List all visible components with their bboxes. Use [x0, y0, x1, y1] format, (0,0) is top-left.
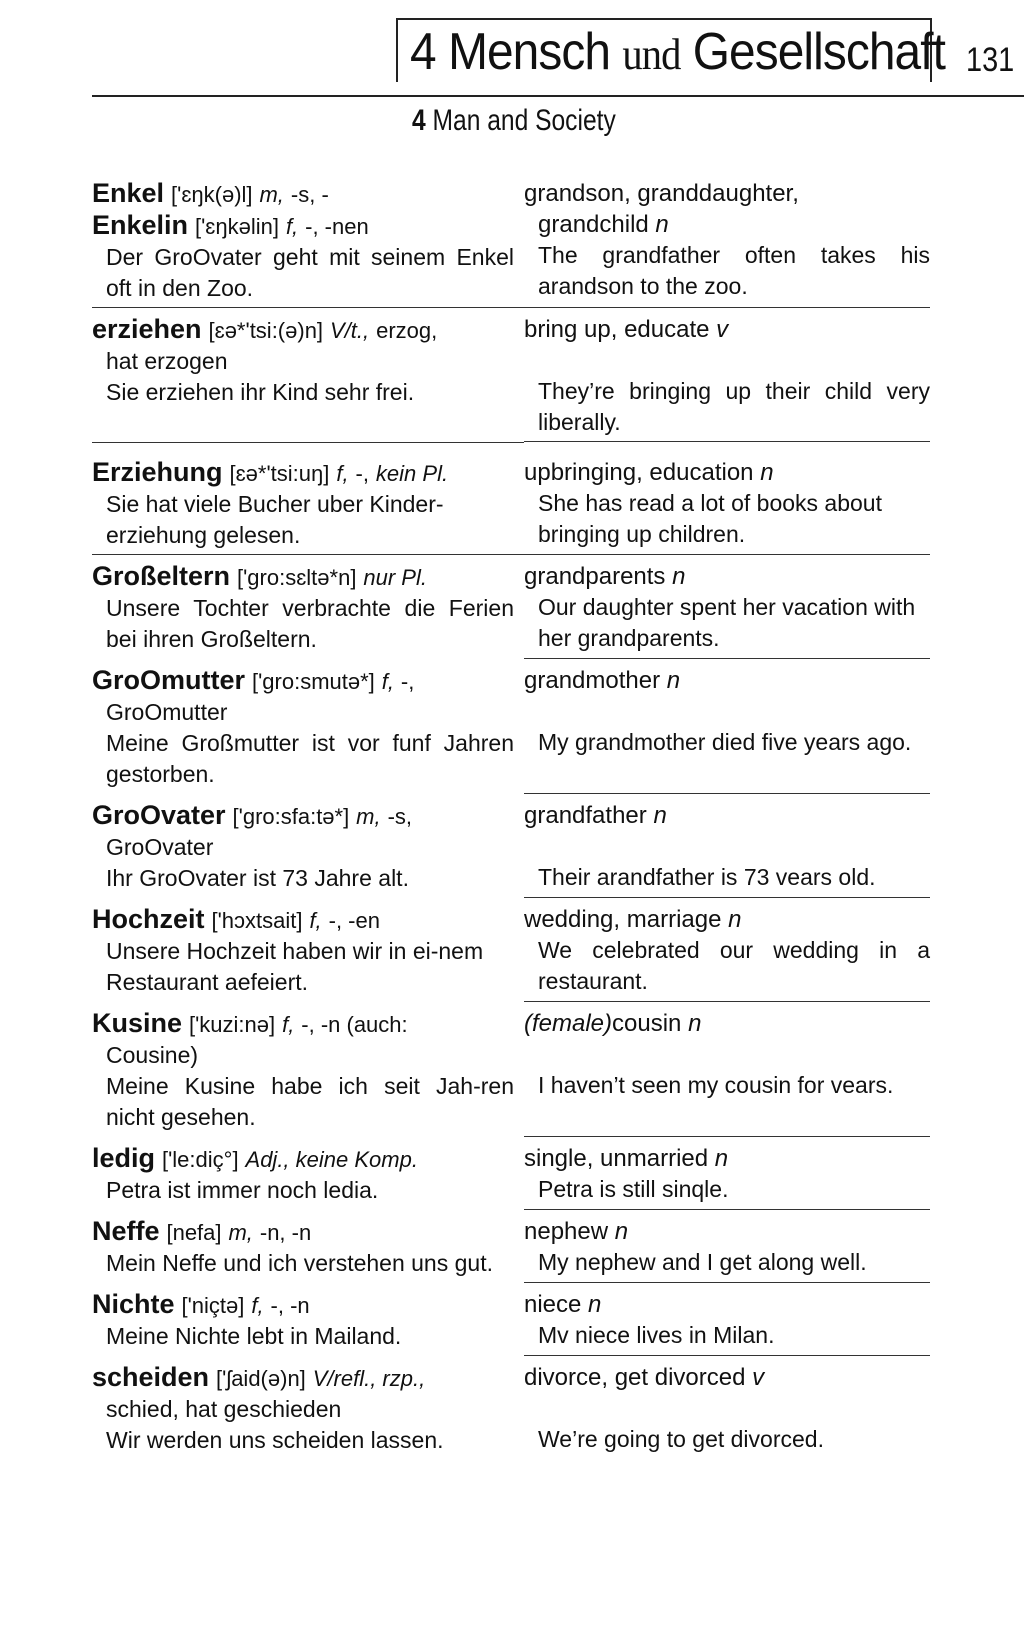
headword: Nichte	[92, 1289, 175, 1319]
headword: ledig	[92, 1143, 156, 1173]
english-example: We’re going to get divorced.	[538, 1426, 824, 1452]
part-of-speech: n	[614, 1218, 629, 1245]
translation: grandson, granddaughter,	[524, 180, 799, 207]
header-rule	[92, 95, 1024, 97]
part-of-speech: n	[688, 1010, 702, 1037]
english-column	[524, 178, 930, 304]
subtitle-text: Man and Society	[432, 104, 616, 137]
pronunciation: ['hɔxtsait]	[211, 908, 303, 933]
pronunciation: ['le:diç°]	[161, 1147, 239, 1172]
entry-kusine	[92, 1002, 930, 1137]
subtitle-number: 4	[412, 104, 426, 137]
chapter-number: 4	[410, 23, 436, 81]
english-example: My grandmother died five years ago.	[538, 729, 912, 755]
word-forms: -n, -n	[259, 1220, 312, 1245]
headword: Kusine	[92, 1008, 183, 1038]
entry-enkel	[92, 172, 930, 308]
german-example: Unsere Tochter verbrachte die Ferien bei ihren Großeltern.	[106, 595, 514, 652]
entry-erziehen	[92, 308, 930, 442]
entry-grosseltern	[92, 555, 930, 659]
chapter-subtitle	[412, 104, 616, 138]
headword: Großeltern	[92, 561, 231, 591]
pronunciation: ['gro:sfa:tə*]	[232, 804, 350, 829]
headword: Enkel	[92, 178, 165, 208]
translation: wedding, marriage	[524, 906, 722, 933]
part-of-speech: n	[672, 563, 686, 590]
vocabulary-list	[92, 172, 930, 1460]
english-example: We celebrated our wedding in a restaurant.	[538, 937, 930, 994]
pronunciation: [ɛə*'tsi:uŋ]	[229, 461, 330, 486]
english-example: Petra is still sinqle.	[538, 1176, 729, 1202]
entry-divider	[524, 441, 930, 443]
pronunciation: ['niçtə]	[181, 1293, 245, 1318]
german-example: Meine Kusine habe ich seit Jah-ren nicht gesehen.	[106, 1073, 514, 1130]
grammar-info: kein Pl.	[375, 461, 449, 486]
grammar-info: f,	[309, 908, 322, 933]
headword: Erziehung	[92, 457, 223, 487]
page-number: 131	[966, 41, 1015, 79]
english-example: She has read a lot of books about bringing up children.	[538, 490, 882, 547]
german-example: Sie erziehen ihr Kind sehr frei.	[106, 379, 415, 405]
part-of-speech: n	[760, 459, 774, 486]
translation-qualifier: (female)	[524, 1010, 613, 1037]
chapter-word-1: Mensch	[448, 23, 611, 81]
pronunciation: ['gro:smutə*]	[251, 669, 375, 694]
translation: niece	[524, 1291, 582, 1318]
german-example: Meine Nichte lebt in Mailand.	[106, 1323, 402, 1349]
grammar-info: f,	[251, 1293, 264, 1318]
entry-ledig	[92, 1137, 930, 1210]
part-of-speech: n	[653, 802, 667, 829]
translation: divorce, get divorced	[524, 1364, 746, 1391]
part-of-speech: n	[588, 1291, 602, 1318]
headword: Neffe	[92, 1216, 160, 1246]
entry-grossvater	[92, 794, 930, 898]
part-of-speech: v	[752, 1364, 765, 1391]
chapter-word-2: und	[622, 30, 681, 79]
german-example: Petra ist immer noch ledia.	[106, 1177, 379, 1203]
translation: nephew	[524, 1218, 609, 1245]
german-example: Ihr GroOvater ist 73 Jahre alt.	[106, 865, 409, 891]
translation: single, unmarried	[524, 1145, 709, 1172]
word-forms: -,	[400, 669, 415, 694]
translation: grandfather	[524, 802, 647, 829]
part-of-speech: n	[728, 906, 742, 933]
entry-nichte	[92, 1283, 930, 1356]
translation: grandchild	[538, 211, 649, 238]
grammar-info: f,	[282, 1012, 295, 1037]
pronunciation: [nefa]	[166, 1220, 222, 1245]
german-column	[92, 178, 524, 304]
grammar-info: f,	[285, 214, 299, 239]
german-example: Unsere Hochzeit haben wir in ei-nem Restaurant aefeiert.	[106, 938, 484, 995]
grammar-info: V/refl., rzp.,	[312, 1366, 426, 1391]
headword: erziehen	[92, 314, 202, 344]
entry-scheiden	[92, 1356, 930, 1460]
translation: bring up, educate	[524, 316, 710, 343]
word-forms-continued: hat erzogen	[106, 348, 228, 374]
chapter-title	[410, 22, 945, 85]
headword: Enkelin	[92, 210, 189, 240]
german-example: Wir werden uns scheiden lassen.	[106, 1427, 444, 1453]
english-example: The grandfather often takes his arandson to the zoo.	[538, 242, 930, 299]
word-forms-continued: Cousine)	[106, 1042, 199, 1068]
part-of-speech: n	[714, 1145, 729, 1172]
chapter-word-3: Gesellschaft	[692, 23, 945, 81]
entry-grossmutter	[92, 659, 930, 794]
grammar-info: V/t.,	[330, 318, 370, 343]
pronunciation: ['ʃaid(ə)n]	[216, 1366, 306, 1391]
english-example: I haven’t seen my cousin for vears.	[538, 1072, 894, 1098]
pronunciation: ['gro:sɛltə*n]	[236, 565, 357, 590]
english-example: Our daughter spent her vacation with her grandparents.	[538, 594, 916, 651]
pronunciation: ['ɛŋk(ə)l]	[171, 182, 253, 207]
headword: Hochzeit	[92, 904, 205, 934]
word-forms: erzog,	[376, 318, 438, 343]
word-forms: -s,	[387, 804, 413, 829]
word-forms: -, -n	[270, 1293, 310, 1318]
word-forms-continued: GroOmutter	[106, 699, 228, 725]
english-example: My nephew and I get along well.	[538, 1249, 867, 1275]
part-of-speech: n	[666, 667, 681, 694]
grammar-info: m,	[356, 804, 381, 829]
german-example: Sie hat viele Bucher uber Kinder-erziehung gelesen.	[106, 491, 444, 548]
english-example: Their arandfather is 73 vears old.	[538, 864, 876, 890]
pronunciation: [ɛə*'tsi:(ə)n]	[208, 318, 324, 343]
translation: grandmother	[524, 667, 661, 694]
headword: scheiden	[92, 1362, 210, 1392]
headword: GroOmutter	[92, 665, 246, 695]
word-forms: -, -n (auch:	[301, 1012, 408, 1037]
entry-hochzeit	[92, 898, 930, 1002]
german-example: Meine Großmutter ist vor funf Jahren gestorben.	[106, 730, 514, 787]
word-forms: -, -nen	[305, 214, 369, 239]
part-of-speech: v	[716, 316, 729, 343]
grammar-info: f,	[381, 669, 394, 694]
headword: GroOvater	[92, 800, 226, 830]
word-forms: -,	[355, 461, 369, 486]
entry-erziehung-body	[92, 453, 930, 555]
translation: grandparents	[524, 563, 666, 590]
part-of-speech: n	[655, 211, 669, 238]
grammar-info: m,	[259, 182, 284, 207]
word-forms: -, -en	[328, 908, 380, 933]
grammar-info: m,	[228, 1220, 253, 1245]
german-example: Der GroOvater geht mit seinem Enkel oft in den Zoo.	[106, 244, 514, 301]
pronunciation: ['ɛŋkəlin]	[194, 214, 279, 239]
word-forms-continued: GroOvater	[106, 834, 214, 860]
translation: upbringing, education	[524, 459, 754, 486]
grammar-info: nur Pl.	[363, 565, 427, 590]
english-example: They’re bringing up their child very liberally.	[538, 378, 930, 435]
word-forms: -s, -	[290, 182, 329, 207]
german-example: Mein Neffe und ich verstehen uns gut.	[106, 1250, 493, 1276]
entry-erziehung	[92, 442, 524, 453]
grammar-info: Adj., keine Komp.	[245, 1147, 418, 1172]
word-forms-continued: schied, hat geschieden	[106, 1396, 342, 1422]
pronunciation: ['kuzi:nə]	[188, 1012, 276, 1037]
entry-neffe	[92, 1210, 930, 1283]
translation: cousin	[612, 1010, 682, 1037]
grammar-info: f,	[336, 461, 349, 486]
english-example: Mv niece lives in Milan.	[538, 1322, 775, 1348]
